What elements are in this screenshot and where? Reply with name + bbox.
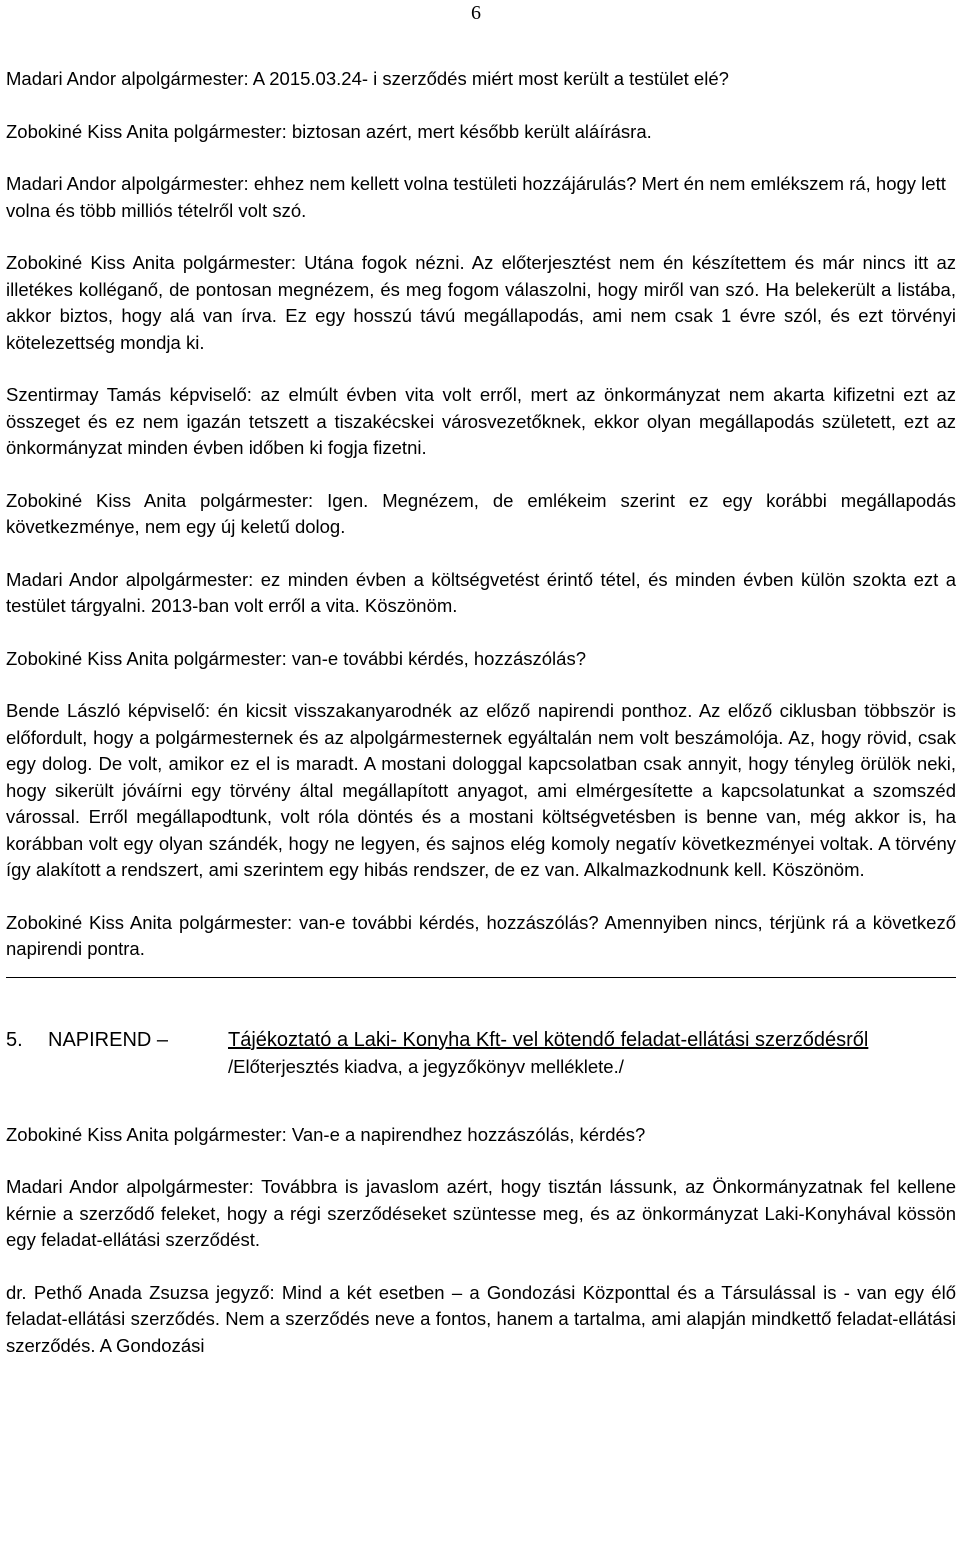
minutes-paragraph	[6, 1174, 956, 1254]
speaker-name: Madari Andor alpolgármester:	[6, 1176, 254, 1197]
speech-text: biztosan azért, mert később került aláírásra.	[286, 120, 652, 142]
section-divider	[6, 977, 956, 978]
agenda-body	[228, 1026, 956, 1080]
speech-text: Mind a két esetben – a Gondozási Központtal és a Társulással is - van egy élő feladat-ellátási szerződés. Nem a szerződés neve a fontos, hanem a tartalma, ami alapján mindkettő feladat-ellátási szerződés. A Gondozási	[6, 1281, 956, 1356]
speech-text: van-e további kérdés, hozzászólás?	[286, 647, 586, 669]
document-body	[6, 66, 956, 1359]
speaker-name: Madari Andor alpolgármester:	[6, 173, 249, 194]
speaker-name: Szentirmay Tamás képviselő:	[6, 384, 252, 405]
speaker-name: dr. Pethő Anada Zsuzsa jegyző:	[6, 1281, 275, 1303]
minutes-paragraph	[6, 567, 956, 620]
minutes-paragraph	[6, 488, 956, 541]
speech-text: van-e további kérdés, hozzászólás? Amennyiben nincs, térjünk rá a következő napirendi pontra.	[6, 911, 956, 959]
page-number: 6	[471, 2, 481, 24]
speech-text: én kicsit visszakanyarodnék az előző napirendi ponthoz. Az előző ciklusban többször is előfordult, hogy a polgármesternek és az alpolgármesternek egyáltalán nem volt beszámolója. Az, hogy rövid, csak egy dolog. De volt, amikor ez el is maradt. A mostani dologgal kapcsolatban csak annyit, hogy tényleg örülök neki, hogy sikerült jóváírni egy törvény által megállapított anyagot, ami elmérgesítette a kapcsolatunkat a szomszéd várossal. Erről megállapodtunk, volt róla döntés és a mostani költségvetésben is benne van, még akkor is, ha korábban volt egy olyan szándék, hogy ne legyen, és sajnos elég komoly negatív következményei voltak. A törvény így alakított a rendszert, ami szerintem egy hibás rendszer, de ez van. Alkalmazkodnunk kell. Köszönöm.	[6, 700, 956, 880]
speech-text: az elmúlt évben vita volt erről, mert az önkormányzat nem akarta kifizetni ezt az összeget és ez nem igazán tetszett a tiszakécskei városvezetőknek, ekkor olyan megállapodás született, ezt az önkormányzat minden évben időben ki fogja fizetni.	[6, 384, 956, 458]
speech-text: Igen. Megnézem, de emlékeim szerint ez egy korábbi megállapodás következménye, nem egy új keletű dolog.	[6, 489, 956, 537]
spacer	[6, 1080, 956, 1122]
speaker-name: Zobokiné Kiss Anita polgármester:	[6, 489, 314, 511]
minutes-paragraph	[6, 698, 956, 884]
speaker-name: Zobokiné Kiss Anita polgármester:	[6, 1123, 287, 1145]
minutes-paragraph	[6, 646, 956, 673]
minutes-paragraph	[6, 119, 956, 146]
minutes-paragraph	[6, 250, 956, 356]
minutes-paragraph	[6, 1280, 956, 1360]
speaker-name: Zobokiné Kiss Anita polgármester:	[6, 911, 293, 933]
speech-text: Utána fogok nézni. Az előterjesztést nem én készítettem és már nincs itt az illetékes kolléganő, de pontosan megnézem, és meg fogom válaszolni, hogy miről van szó. Ha belekerült a listába, akkor biztos, hogy alá van írva. Ez egy hosszú távú megállapodás, ami nem csak 1 évre szól, és ezt törvényi kötelezettség mondja ki.	[6, 252, 956, 353]
speaker-name: Madari Andor alpolgármester:	[6, 568, 254, 590]
agenda-number: 5.	[6, 1028, 23, 1051]
speaker-name: Zobokiné Kiss Anita polgármester:	[6, 120, 287, 142]
speech-text: Továbbra is javaslom azért, hogy tisztán lássunk, az Önkormányzatnak fel kellene kérnie a szerződő feleket, hogy a régi szerződéseket szüntesse meg, és az önkormányzat Laki-Konyhával kössön egy feladat-ellátási szerződést.	[6, 1176, 956, 1250]
agenda-title: Tájékoztató a Laki- Konyha Kft- vel kötendő feladat-ellátási szerződésről	[228, 1028, 869, 1051]
speech-text: A 2015.03.24- i szerződés miért most került a testület elé?	[248, 68, 729, 89]
minutes-section-agenda-5	[6, 1122, 956, 1360]
minutes-paragraph	[6, 171, 956, 224]
minutes-paragraph	[6, 910, 956, 963]
speech-text: Van-e a napirendhez hozzászólás, kérdés?	[286, 1123, 646, 1145]
speaker-name: Zobokiné Kiss Anita polgármester:	[6, 647, 287, 669]
speaker-name: Bende László képviselő:	[6, 700, 211, 721]
agenda-note: /Előterjesztés kiadva, a jegyzőkönyv melléklete./	[228, 1055, 624, 1077]
minutes-paragraph	[6, 66, 956, 93]
minutes-paragraph	[6, 1122, 956, 1149]
minutes-section	[6, 66, 956, 963]
speech-text: ehhez nem kellett volna testületi hozzájárulás? Mert én nem emlékszem rá, hogy lett volna és több milliós tételről volt szó.	[6, 173, 946, 221]
speech-text: ez minden évben a költségvetést érintő tétel, és minden évben külön szokta ezt a testület tárgyalni. 2013-ban volt erről a vita. Köszönöm.	[6, 568, 956, 616]
speaker-name: Zobokiné Kiss Anita polgármester:	[6, 252, 296, 273]
agenda-label: NAPIREND –	[48, 1028, 169, 1051]
minutes-paragraph	[6, 382, 956, 462]
agenda-item	[6, 1026, 956, 1080]
speaker-name: Madari Andor alpolgármester:	[6, 68, 249, 89]
